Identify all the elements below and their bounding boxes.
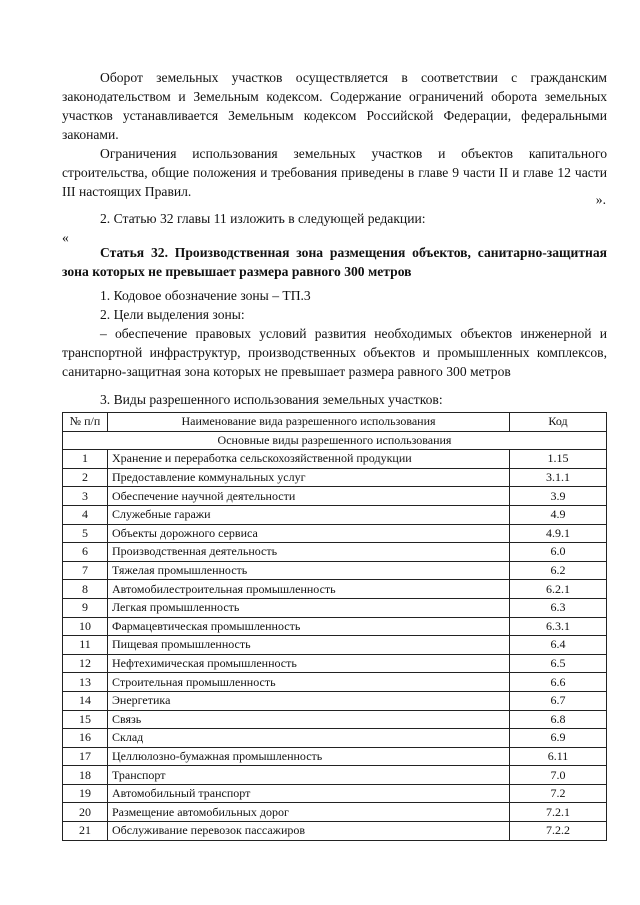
table-section-row [63, 431, 607, 450]
row-number: 12 [63, 654, 108, 673]
row-number: 16 [63, 729, 108, 748]
table-row [63, 784, 607, 803]
row-name: Связь [108, 710, 510, 729]
row-code: 7.2.2 [510, 822, 607, 841]
table-row [63, 747, 607, 766]
row-number: 14 [63, 691, 108, 710]
row-name: Тяжелая промышленность [108, 561, 510, 580]
table-row [63, 691, 607, 710]
row-number: 3 [63, 487, 108, 506]
table-row [63, 468, 607, 487]
permitted-use-table [62, 412, 607, 841]
row-name: Размещение автомобильных дорог [108, 803, 510, 822]
row-code: 6.11 [510, 747, 607, 766]
row-name: Транспорт [108, 766, 510, 785]
row-number: 5 [63, 524, 108, 543]
row-code: 4.9 [510, 505, 607, 524]
row-code: 7.2.1 [510, 803, 607, 822]
row-name: Обеспечение научной деятельности [108, 487, 510, 506]
row-number: 11 [63, 636, 108, 655]
row-name: Легкая промышленность [108, 598, 510, 617]
paragraph-usage-restrictions: Ограничения использования земельных участков и объектов капитального строительства, общие положения и требования приведены в главе 9 части II и главе 12 части III настоящих Правил. [62, 146, 607, 199]
row-number: 6 [63, 543, 108, 562]
row-code: 6.3 [510, 598, 607, 617]
list-item-zone-code: 1. Кодовое обозначение зоны – ТП.3 [100, 288, 311, 303]
table-row [63, 524, 607, 543]
row-code: 7.0 [510, 766, 607, 785]
row-code: 6.9 [510, 729, 607, 748]
table-row [63, 580, 607, 599]
row-number: 8 [63, 580, 108, 599]
row-number: 4 [63, 505, 108, 524]
row-name: Обслуживание перевозок пассажиров [108, 822, 510, 841]
row-code: 6.5 [510, 654, 607, 673]
row-code: 1.15 [510, 450, 607, 469]
row-number: 19 [63, 784, 108, 803]
row-name: Целлюлозно-бумажная промышленность [108, 747, 510, 766]
row-name: Пищевая промышленность [108, 636, 510, 655]
row-name: Автомобильный транспорт [108, 784, 510, 803]
row-name: Производственная деятельность [108, 543, 510, 562]
row-name: Хранение и переработка сельскохозяйственной продукции [108, 450, 510, 469]
paragraph-zone-goal: – обеспечение правовых условий развития необходимых объектов инженерной и транспортной инфраструктур, производственных объектов и промышленных комплексов, санитарно-защитная зона которых не превышает размера равного 300 метров [62, 326, 607, 379]
header-name: Наименование вида разрешенного использования [108, 413, 510, 432]
row-number: 7 [63, 561, 108, 580]
row-number: 1 [63, 450, 108, 469]
row-code: 3.1.1 [510, 468, 607, 487]
table-row [63, 673, 607, 692]
row-number: 9 [63, 598, 108, 617]
paragraph-land-turnover: Оборот земельных участков осуществляется в соответствии с гражданским законодательством и Земельным кодексом. Содержание ограничений оборота земельных участков устанавливается Земельным кодексом Российской Федерации, федеральными законами. [62, 70, 607, 142]
row-code: 4.9.1 [510, 524, 607, 543]
row-name: Автомобилестроительная промышленность [108, 580, 510, 599]
row-code: 6.7 [510, 691, 607, 710]
row-name: Предоставление коммунальных услуг [108, 468, 510, 487]
opening-quote: « [62, 230, 69, 245]
row-code: 6.8 [510, 710, 607, 729]
row-code: 3.9 [510, 487, 607, 506]
row-number: 21 [63, 822, 108, 841]
table-row [63, 561, 607, 580]
closing-quote: ». [595, 192, 606, 207]
row-number: 18 [63, 766, 108, 785]
row-name: Склад [108, 729, 510, 748]
section-title: Основные виды разрешенного использования [63, 431, 607, 450]
table-row [63, 822, 607, 841]
row-number: 15 [63, 710, 108, 729]
row-number: 20 [63, 803, 108, 822]
row-number: 13 [63, 673, 108, 692]
row-number: 2 [63, 468, 108, 487]
amendment-item-2: 2. Статью 32 главы 11 изложить в следующей редакции: [100, 211, 426, 226]
table-row [63, 505, 607, 524]
row-code: 6.2 [510, 561, 607, 580]
row-name: Строительная промышленность [108, 673, 510, 692]
table-row [63, 598, 607, 617]
table-row [63, 450, 607, 469]
table-header-row [63, 413, 607, 432]
table-row [63, 710, 607, 729]
row-code: 6.6 [510, 673, 607, 692]
table-row [63, 803, 607, 822]
table-row [63, 617, 607, 636]
row-code: 6.2.1 [510, 580, 607, 599]
row-code: 6.4 [510, 636, 607, 655]
row-name: Энергетика [108, 691, 510, 710]
row-name: Нефтехимическая промышленность [108, 654, 510, 673]
list-item-zone-goals: 2. Цели выделения зоны: [100, 307, 245, 322]
row-name: Фармацевтическая промышленность [108, 617, 510, 636]
table-row [63, 729, 607, 748]
table-row [63, 487, 607, 506]
row-name: Служебные гаражи [108, 505, 510, 524]
header-code: Код [510, 413, 607, 432]
header-number: № п/п [63, 413, 108, 432]
row-name: Объекты дорожного сервиса [108, 524, 510, 543]
row-code: 7.2 [510, 784, 607, 803]
row-number: 10 [63, 617, 108, 636]
row-code: 6.0 [510, 543, 607, 562]
article-heading: Статья 32. Производственная зона размещения объектов, санитарно-защитная зона которых не превышает размера равного 300 метров [62, 245, 607, 279]
table-row [63, 654, 607, 673]
row-number: 17 [63, 747, 108, 766]
list-item-usage-types: 3. Виды разрешенного использования земельных участков: [100, 392, 443, 407]
table-row [63, 543, 607, 562]
table-row [63, 636, 607, 655]
table-row [63, 766, 607, 785]
row-code: 6.3.1 [510, 617, 607, 636]
